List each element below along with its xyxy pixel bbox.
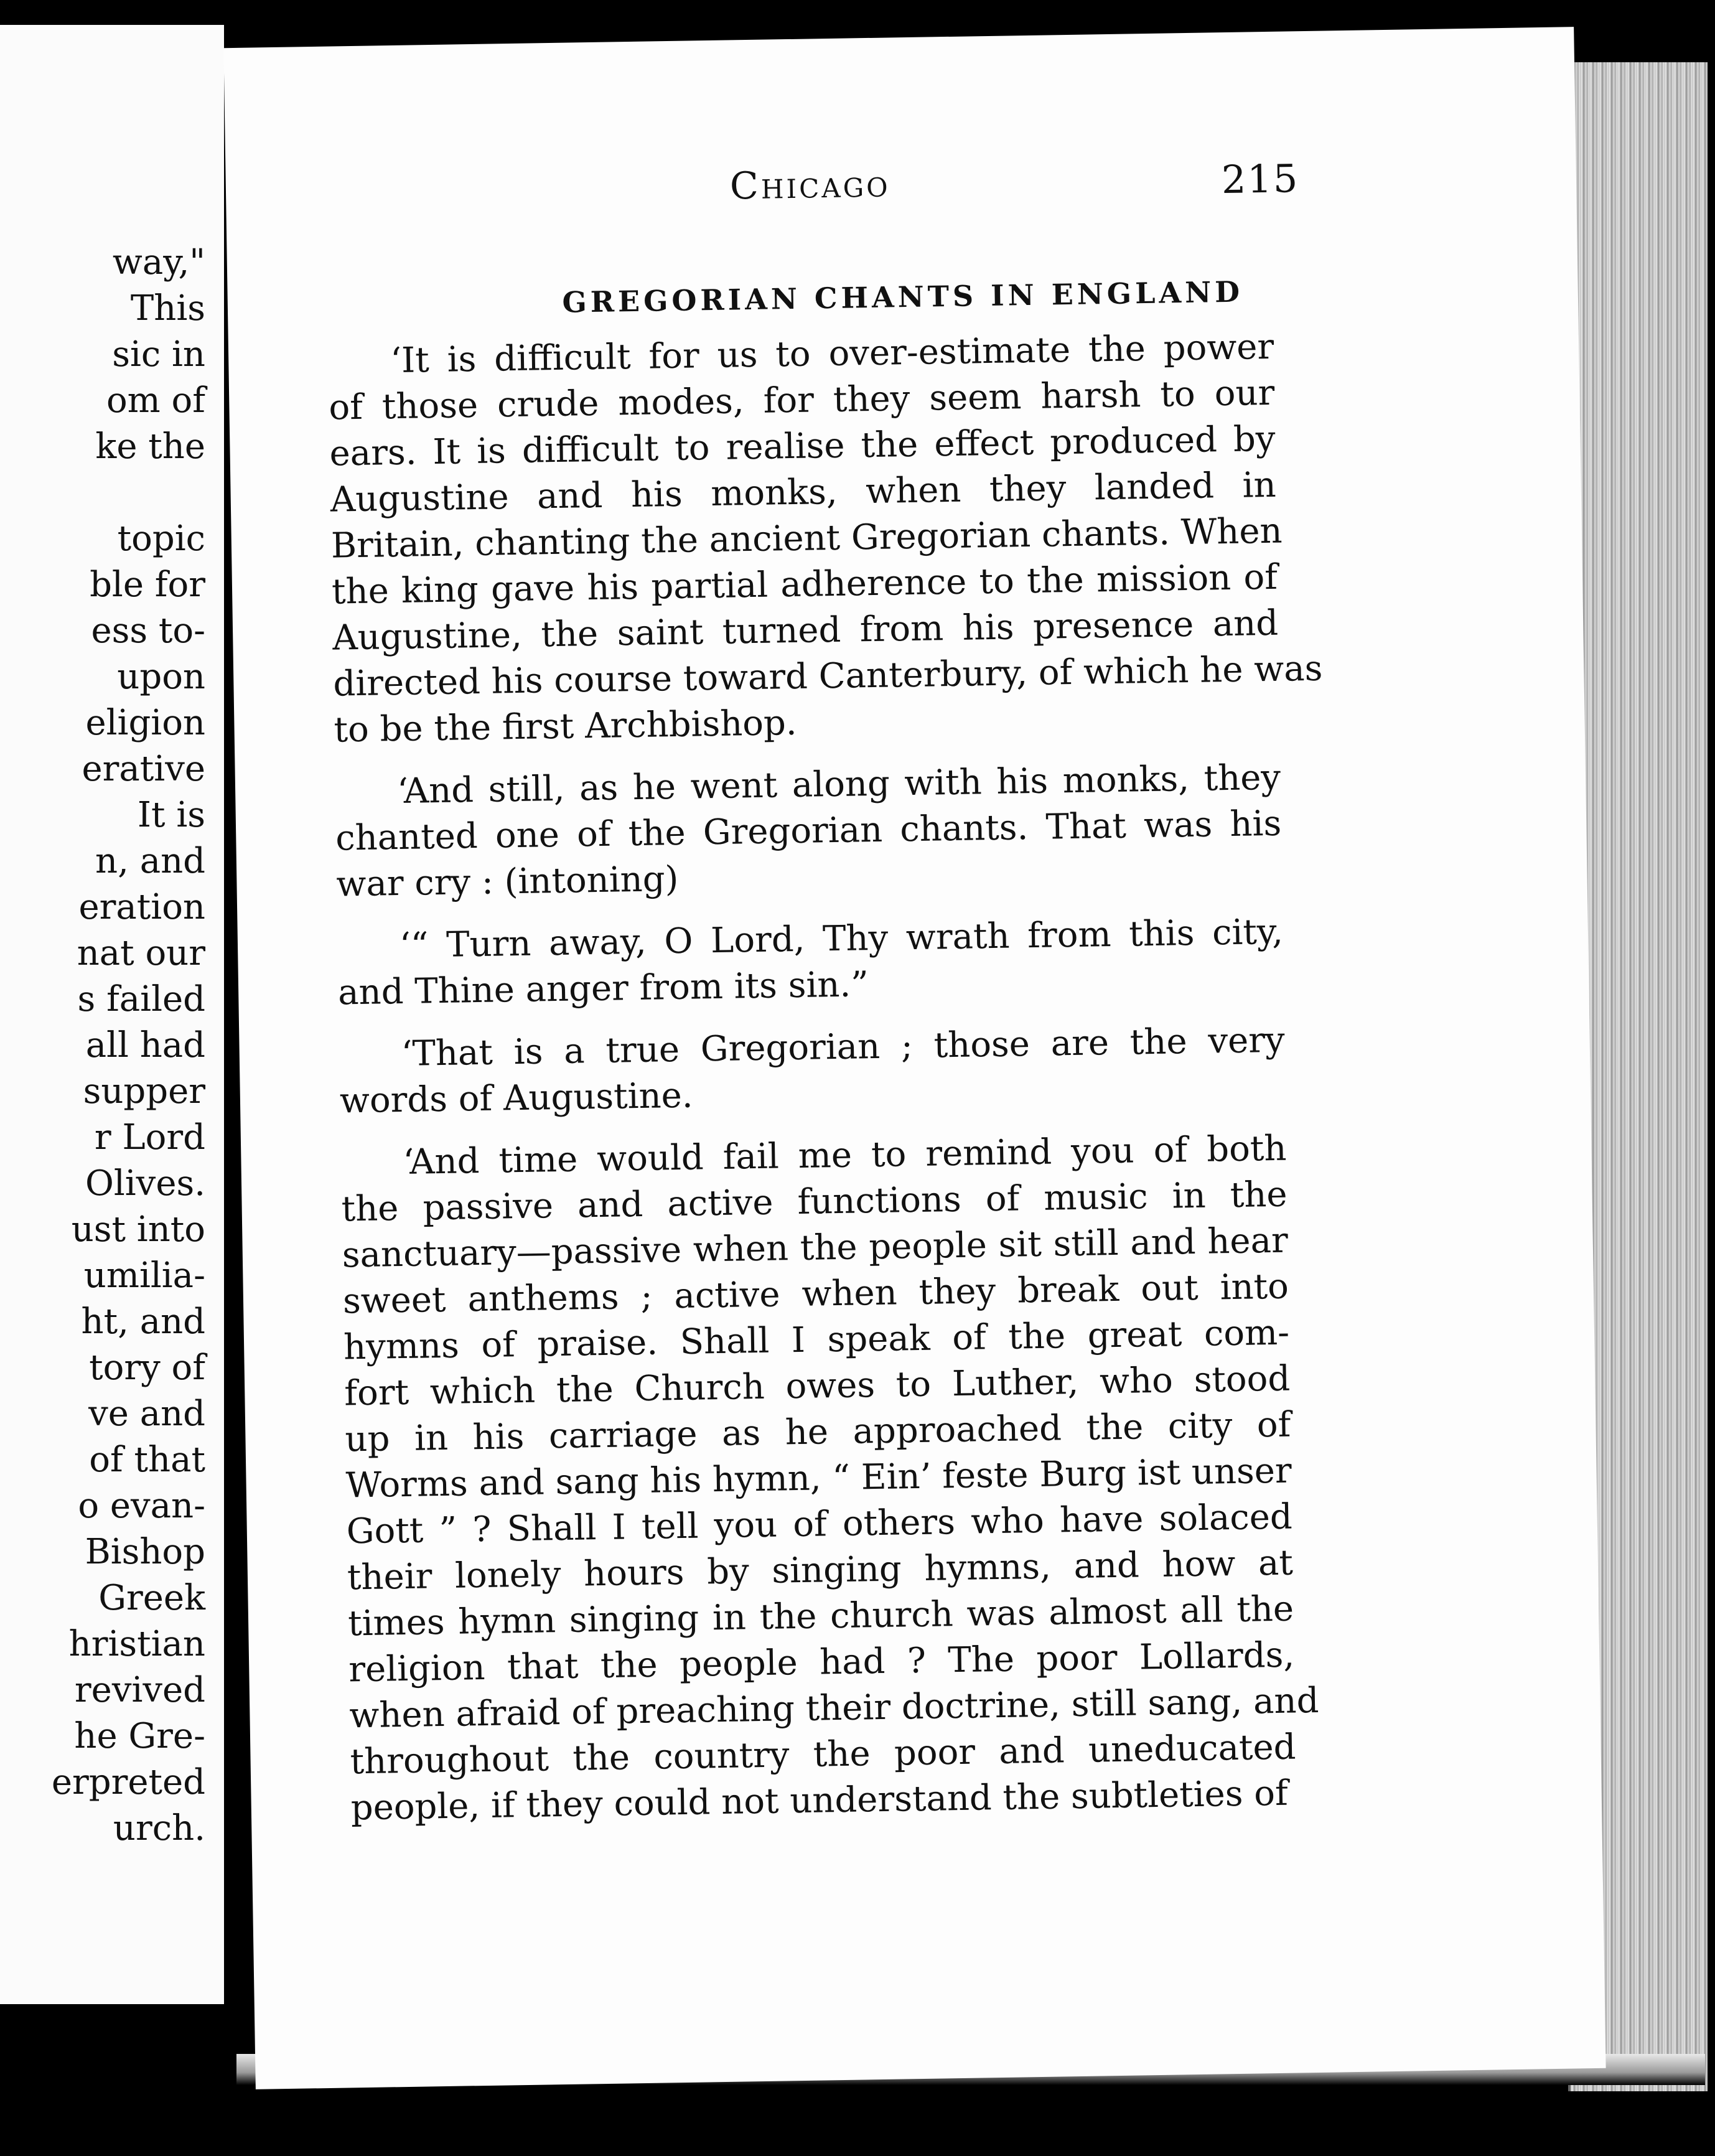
text-line: up in his carriage as he approached the city of	[345, 1404, 1291, 1460]
left-page-line: upon	[117, 657, 205, 697]
left-page-line: Bishop	[85, 1532, 205, 1572]
text-line: ears. It is difficult to realise the effect produced by	[329, 418, 1276, 474]
left-page-line: revived	[74, 1670, 205, 1710]
left-page-line: umilia-	[83, 1255, 205, 1296]
text-line: throughout the country the poor and uneducated	[350, 1727, 1296, 1783]
text-line: words of Augustine.	[339, 1075, 694, 1122]
left-page-line: n, and	[95, 841, 205, 881]
left-page-line: ble for	[90, 565, 205, 605]
text-line: ‘And still, as he went along with his monks, they	[396, 757, 1281, 812]
text-line: Augustine, the saint turned from his presence and	[332, 602, 1279, 659]
left-page-line: s failed	[77, 979, 205, 1019]
text-line: sanctuary—passive when the people sit still and hear	[342, 1220, 1289, 1276]
left-page-line: om of	[106, 380, 205, 421]
left-page-line: erative	[82, 749, 205, 789]
text-line: hymns of praise. Shall I speak of the great com-	[343, 1312, 1290, 1368]
left-page-line: r Lord	[94, 1117, 205, 1158]
text-line: and Thine anger from its sin.”	[337, 964, 869, 1013]
left-page-line: he Gre-	[74, 1716, 205, 1756]
left-page-line: erpreted	[51, 1762, 205, 1802]
left-page-line: Olives.	[85, 1163, 205, 1204]
text-line: their lonely hours by singing hymns, and how at	[347, 1542, 1294, 1598]
left-page-line: hristian	[68, 1624, 205, 1664]
body-text	[328, 324, 1323, 1832]
left-page-line: ust into	[71, 1209, 205, 1250]
left-page-line: nat our	[77, 933, 205, 973]
left-page-line: eligion	[85, 703, 205, 743]
left-page-line: of that	[89, 1440, 205, 1480]
page-number: 215	[1221, 156, 1299, 203]
text-line: directed his course toward Canterbury, of which he was	[332, 648, 1323, 705]
left-page-line: tory of	[89, 1348, 205, 1388]
left-page-line: topic	[117, 518, 205, 559]
text-line: of those crude modes, for they seem harsh to our	[328, 372, 1275, 428]
text-line: people, if they could not understand the subtleties of	[350, 1773, 1289, 1829]
left-page-line: ess to-	[91, 611, 205, 651]
text-line: fort which the Church owes to Luther, who stood	[343, 1358, 1291, 1414]
text-line: Gott ” ? Shall I tell you of others who have solaced	[346, 1496, 1293, 1552]
text-line: the passive and active functions of music in the	[341, 1174, 1288, 1230]
section-heading: GREGORIAN CHANTS IN ENGLAND	[562, 274, 1244, 319]
left-page-line: ke the	[95, 426, 205, 467]
left-page-line: all had	[85, 1025, 205, 1066]
text-line: Worms and sang his hymn, “ Ein’ feste Burg ist unser	[345, 1450, 1292, 1506]
left-page-line: ht, and	[81, 1301, 205, 1342]
left-page-line: It is	[137, 795, 205, 835]
text-line: ‘That is a true Gregorian ; those are the very	[401, 1019, 1286, 1074]
text-line: when afraid of preaching their doctrine, still sang, and	[348, 1680, 1319, 1737]
left-page-line: o evan-	[78, 1486, 205, 1526]
left-page-line: urch.	[113, 1808, 205, 1849]
left-page-line: sic in	[112, 334, 205, 375]
left-page-line: ve and	[88, 1394, 205, 1434]
text-line: times hymn singing in the church was almost all the	[347, 1588, 1294, 1644]
text-line: religion that the people had ? The poor Lollards,	[348, 1634, 1295, 1690]
left-page-line: Greek	[98, 1578, 205, 1618]
left-page-line: supper	[83, 1071, 205, 1112]
text-line: war cry : (intoning)	[335, 858, 679, 905]
left-page-line: way,"	[112, 242, 205, 283]
text-line: the king gave his partial adherence to the mission of	[331, 556, 1278, 612]
running-head-title: Chicago	[729, 162, 891, 209]
text-line: Britain, chanting the ancient Gregorian chants. When	[330, 510, 1283, 566]
text-line: ‘“ Turn away, O Lord, Thy wrath from this city,	[399, 911, 1284, 966]
text-line: ‘And time would fail me to remind you of both	[403, 1128, 1287, 1183]
running-head	[226, 151, 1576, 209]
book-page	[223, 27, 1605, 2089]
text-line: chanted one of the Gregorian chants. That was his	[335, 803, 1282, 859]
text-line: Augustine and his monks, when they landed in	[330, 464, 1277, 520]
left-facing-page	[0, 25, 228, 2004]
left-page-line: eration	[78, 887, 205, 927]
text-line: to be the first Archbishop.	[334, 702, 798, 751]
text-line: sweet anthems ; active when they break out into	[342, 1266, 1289, 1322]
text-line: ‘It is difficult for us to over-estimate the power	[390, 326, 1274, 382]
left-page-line: This	[130, 288, 205, 329]
